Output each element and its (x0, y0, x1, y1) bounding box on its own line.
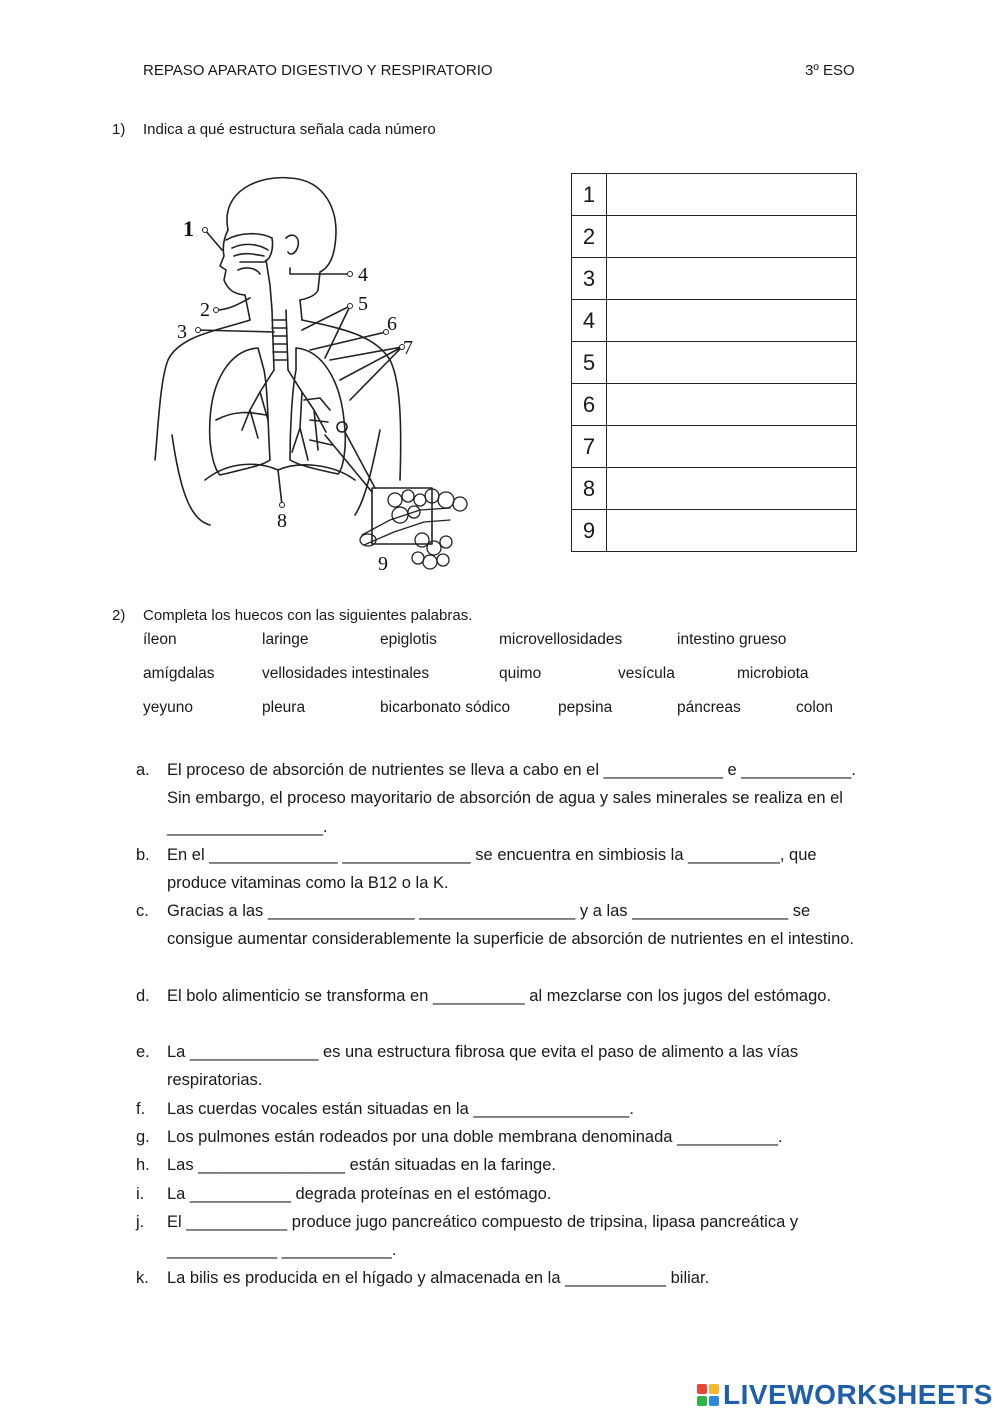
figure-label-2: 2 (200, 299, 210, 321)
worksheet-title: REPASO APARATO DIGESTIVO Y RESPIRATORIO (143, 62, 493, 79)
word-bank-item: colon (796, 699, 834, 716)
row-number: 6 (572, 384, 607, 426)
word-bank-item: vellosidades intestinales (262, 665, 430, 682)
exercise-item-a[interactable] (136, 756, 866, 841)
row-number: 4 (572, 300, 607, 342)
row-number: 1 (572, 174, 607, 216)
figure-label-9: 9 (378, 553, 388, 575)
word-bank-item: quimo (499, 665, 542, 682)
item-text: La ___________ degrada proteínas en el estómago. (167, 1185, 552, 1203)
item-text: Las cuerdas vocales están situadas en la _________________. (167, 1100, 634, 1118)
answer-field-3[interactable] (607, 258, 857, 300)
answer-table (571, 173, 857, 552)
word-bank-item: amígdalas (143, 665, 215, 682)
item-letter: c. (136, 902, 149, 920)
question-1-number: 1) (112, 121, 126, 138)
row-number: 2 (572, 216, 607, 258)
answer-field-7[interactable] (607, 426, 857, 468)
exercise-item-k[interactable] (136, 1264, 866, 1292)
item-letter: b. (136, 846, 150, 864)
figure-label-4: 4 (358, 264, 368, 286)
answer-field-8[interactable] (607, 468, 857, 510)
exercise-item-e[interactable] (136, 1038, 866, 1095)
item-text: El bolo alimenticio se transforma en __________ al mezclarse con los jugos del estómago. (167, 987, 832, 1005)
respiratory-system-diagram (150, 170, 480, 580)
item-text: En el ______________ ______________ se encuentra en simbiosis la __________, que produce vitaminas como la B12 o la K. (167, 846, 817, 893)
logo-text: LIVEWORKSHEETS (723, 1379, 993, 1410)
figure-label-6: 6 (387, 313, 397, 335)
table-row (572, 426, 857, 468)
table-row (572, 510, 857, 552)
answer-field-6[interactable] (607, 384, 857, 426)
exercise-item-f[interactable] (136, 1095, 866, 1123)
table-row (572, 384, 857, 426)
exercise-item-b[interactable] (136, 841, 866, 898)
answer-field-9[interactable] (607, 510, 857, 552)
answer-field-1[interactable] (607, 174, 857, 216)
logo-square (709, 1396, 719, 1406)
item-letter: e. (136, 1043, 150, 1061)
word-bank-item: microvellosidades (499, 631, 623, 648)
figure-label-7: 7 (403, 337, 413, 359)
item-letter: f. (136, 1100, 146, 1118)
table-row (572, 300, 857, 342)
item-letter: g. (136, 1128, 150, 1146)
word-bank-item: microbiota (737, 665, 809, 682)
row-number: 7 (572, 426, 607, 468)
word-bank-item: yeyuno (143, 699, 193, 716)
table-row (572, 258, 857, 300)
table-row (572, 342, 857, 384)
word-bank-item: bicarbonato sódico (380, 699, 511, 716)
logo-mark-icon (697, 1384, 719, 1406)
item-letter: h. (136, 1156, 150, 1174)
figure-label-1: 1 (183, 216, 194, 241)
figure-label-8: 8 (277, 510, 287, 532)
word-bank-item: pleura (262, 699, 306, 716)
word-bank-item: íleon (143, 631, 177, 648)
word-bank-item: vesícula (618, 665, 675, 682)
word-bank-item: epiglotis (380, 631, 437, 648)
item-text: El proceso de absorción de nutrientes se lleva a cabo en el _____________ e ____________. Sin embargo, el proceso mayoritario de absorción de agua y sales minerales se realiza en el _________________. (167, 761, 856, 836)
row-number: 3 (572, 258, 607, 300)
answer-field-5[interactable] (607, 342, 857, 384)
item-text: Gracias a las ________________ _________________ y a las _________________ se consigue aumentar considerablemente la superficie de absorción de nutrientes en el intestino. (167, 902, 855, 949)
logo-square (697, 1384, 707, 1394)
question-2-prompt: Completa los huecos con las siguientes palabras. (143, 607, 473, 624)
item-text: El ___________ produce jugo pancreático compuesto de tripsina, lipasa pancreática y ____________ ____________. (167, 1213, 799, 1260)
answer-field-4[interactable] (607, 300, 857, 342)
table-row (572, 468, 857, 510)
logo-square (709, 1384, 719, 1394)
answer-field-2[interactable] (607, 216, 857, 258)
item-text: Las ________________ están situadas en la faringe. (167, 1156, 556, 1174)
logo-square (697, 1396, 707, 1406)
liveworksheets-logo[interactable] (697, 1378, 993, 1412)
item-text: La bilis es producida en el hígado y almacenada en la ___________ biliar. (167, 1269, 710, 1287)
question-2-number: 2) (112, 607, 126, 624)
table-row (572, 216, 857, 258)
exercise-item-c[interactable] (136, 897, 866, 954)
table-row (572, 174, 857, 216)
item-letter: i. (136, 1185, 145, 1203)
exercise-item-h[interactable] (136, 1151, 866, 1179)
course-level: 3º ESO (805, 62, 855, 79)
exercise-item-d[interactable] (136, 982, 866, 1010)
figure-label-5: 5 (358, 293, 368, 315)
question-1-prompt: Indica a qué estructura señala cada número (143, 121, 436, 138)
row-number: 8 (572, 468, 607, 510)
row-number: 5 (572, 342, 607, 384)
item-letter: d. (136, 987, 150, 1005)
figure-label-3: 3 (177, 321, 187, 343)
row-number: 9 (572, 510, 607, 552)
word-bank-item: intestino grueso (677, 631, 787, 648)
item-letter: j. (136, 1213, 145, 1231)
exercise-item-i[interactable] (136, 1180, 866, 1208)
word-bank-item: páncreas (677, 699, 741, 716)
item-letter: k. (136, 1269, 149, 1287)
word-bank-item: laringe (262, 631, 309, 648)
exercise-item-j[interactable] (136, 1208, 866, 1265)
item-text: La ______________ es una estructura fibrosa que evita el paso de alimento a las vías respiratorias. (167, 1043, 799, 1090)
item-letter: a. (136, 761, 150, 779)
word-bank-item: pepsina (558, 699, 613, 716)
exercise-item-g[interactable] (136, 1123, 866, 1151)
item-text: Los pulmones están rodeados por una doble membrana denominada ___________. (167, 1128, 783, 1146)
